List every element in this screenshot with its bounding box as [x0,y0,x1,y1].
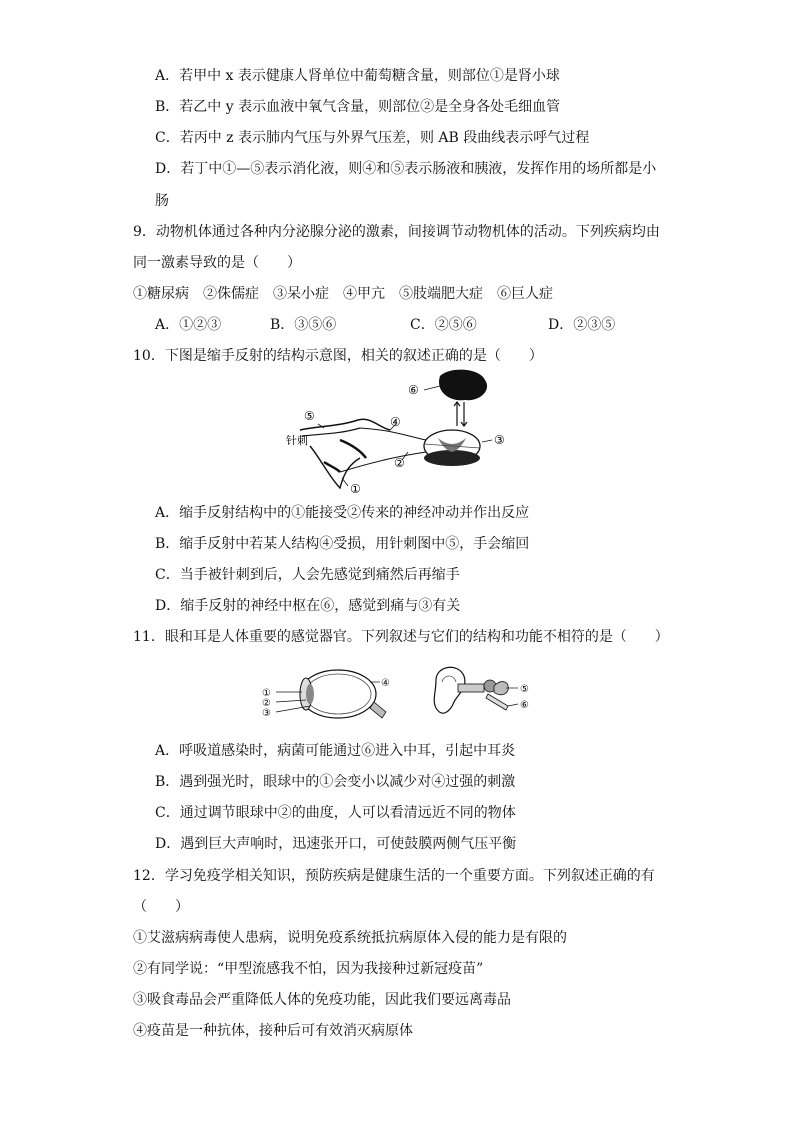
q10-option-c: C．当手被针刺到后，人会先感觉到痛然后再缩手 [155,567,460,583]
q11-option-b: B．遇到强光时，眼球中的①会变小以减少对④过强的刺激 [155,774,516,790]
ear-label-6: ⑥ [520,700,529,711]
q9-option-a: A．①②③ [155,317,222,333]
q11-stem: 11．眼和耳是人体重要的感觉器官。下列叙述与它们的结构和功能不相符的是（ ） [133,629,669,645]
q8-option-a: A．若甲中 x 表示健康人肾单位中葡萄糖含量，则部位①是肾小球 [155,68,560,84]
eye-label-2: ② [262,698,271,709]
label-5: ⑤ [304,409,315,423]
q11-option-c: C．通过调节眼球中②的曲度，人可以看清远近不同的物体 [155,805,516,821]
q11-option-d: D．遇到巨大声响时，迅速张开口，可使鼓膜两侧气压平衡 [155,836,517,852]
q12-stem-line2: （ ） [133,899,189,915]
label-4: ④ [390,415,401,429]
q9-disease-list: ①糖尿病 ②侏儒症 ③呆小症 ④甲亢 ⑤肢端肥大症 ⑥巨人症 [133,286,553,302]
q10-option-d: D．缩手反射的神经中枢在⑥，感觉到痛与③有关 [155,598,461,614]
q10-stem: 10．下图是缩手反射的结构示意图，相关的叙述正确的是（ ） [133,348,543,364]
q9-option-b: B．③⑤⑥ [270,317,337,333]
brain-shape [439,370,487,401]
q10-option-b: B．缩手反射中若某人结构④受损，用针刺图中⑤，手会缩回 [155,536,530,552]
label-6: ⑥ [408,383,419,397]
reflex-arc-figure [280,368,520,498]
q12-statement-3: ③吸食毒品会严重降低人体的免疫功能，因此我们要远离毒品 [133,992,511,1008]
label-needle: 针刺 [286,434,308,447]
eye-label-4: ④ [381,678,390,689]
q8-option-d: D．若丁中①—⑤表示消化液，则④和⑤表示肠液和胰液，发挥作用的场所都是小 [155,161,657,177]
eye-label-1: ① [262,688,271,699]
q8-option-c: C．若丙中 z 表示肺内气压与外界气压差，则 AB 段曲线表示呼气过程 [155,130,590,146]
eye-figure [258,662,398,727]
ear-label-5: ⑤ [520,684,529,695]
q10-option-a: A．缩手反射结构中的①能接受②传来的神经冲动并作出反应 [155,505,530,521]
q12-statement-4: ④疫苗是一种抗体，接种后可有效消灭病原体 [133,1023,413,1039]
q8-option-b: B．若乙中 y 表示血液中氧气含量，则部位②是全身各处毛细血管 [155,99,561,115]
q9-option-d: D．②③⑤ [548,317,616,333]
eye-label-3: ③ [262,708,271,719]
q8-option-d-continued: 肠 [155,193,169,209]
q12-statement-1: ①艾滋病病毒使人患病，说明免疫系统抵抗病原体入侵的能力是有限的 [133,930,567,946]
q9-option-c: C．②⑤⑥ [410,317,477,333]
q12-statement-2: ②有同学说：“甲型流感我不怕，因为我接种过新冠疫苗” [133,961,484,977]
q9-stem-line2: 同一激素导致的是（ ） [133,255,301,271]
q11-option-a: A．呼吸道感染时，病菌可能通过⑥进入中耳，引起中耳炎 [155,743,516,759]
label-2: ② [394,456,405,470]
q12-stem-line1: 12．学习免疫学相关知识，预防疾病是健康生活的一个重要方面。下列叙述正确的有 [133,868,655,884]
label-3: ③ [494,433,505,447]
ear-figure [428,662,548,727]
q9-stem-line1: 9．动物机体通过各种内分泌腺分泌的激素，间接调节动物机体的活动。下列疾病均由 [133,224,660,240]
label-1: ① [350,482,361,496]
